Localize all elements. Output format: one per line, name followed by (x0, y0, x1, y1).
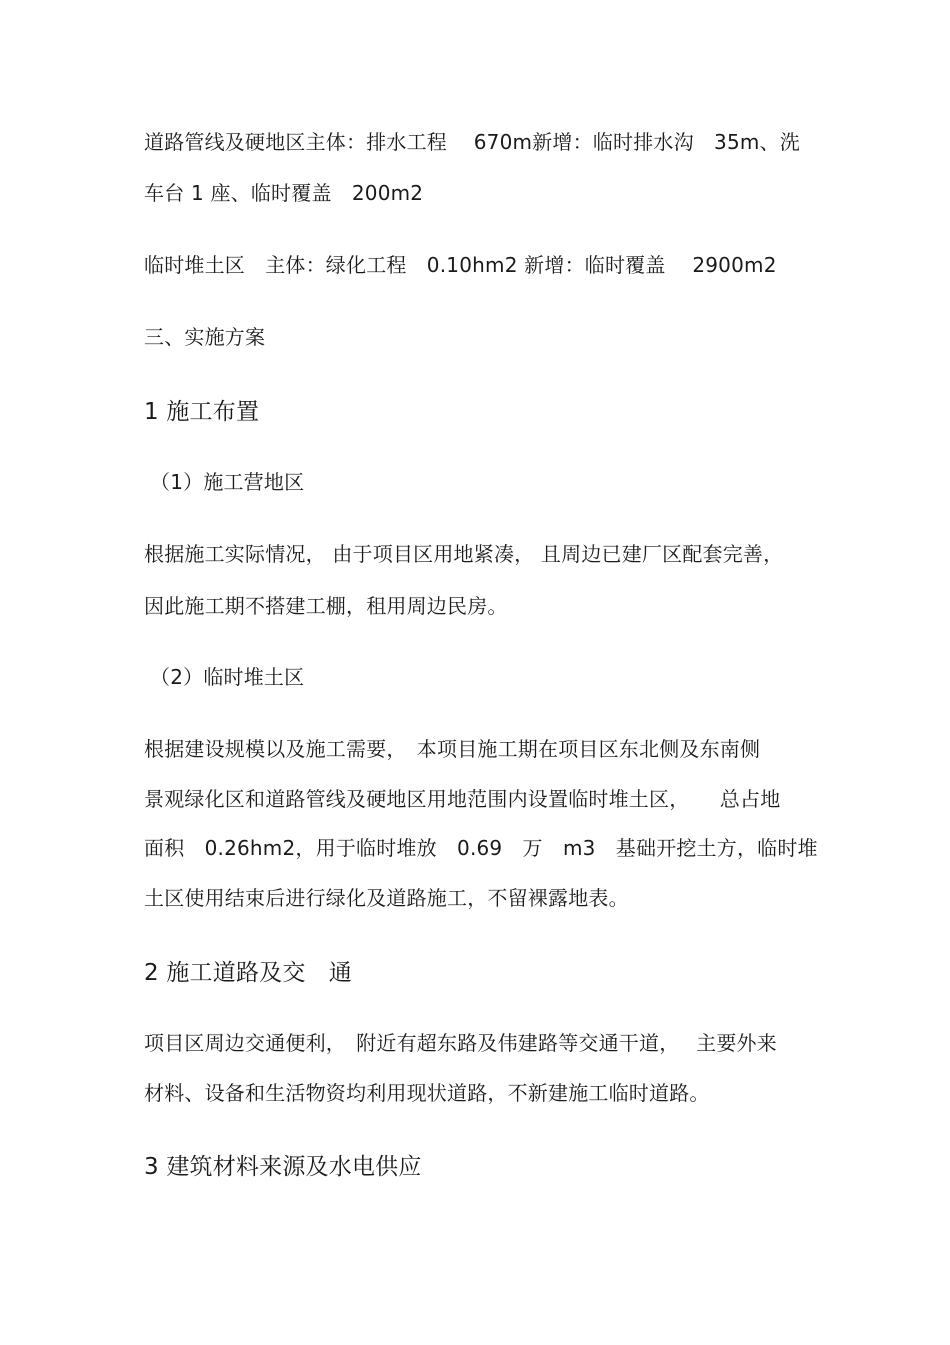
paragraph-line: 因此施工期不搭建工棚，租用周边民房。 (144, 594, 508, 618)
subsection-heading: 1 施工布置 (144, 399, 260, 425)
paragraph-line: 土区使用结束后进行绿化及道路施工，不留裸露地表。 (144, 886, 629, 910)
paragraph-line: 景观绿化区和道路管线及硬地区用地范围内设置临时堆土区， 总占地 (144, 787, 781, 811)
paragraph-line: 临时堆土区 主体：绿化工程 0.10hm2 新增：临时覆盖 2900m2 (144, 253, 777, 277)
subsection-heading: 3 建筑材料来源及水电供应 (144, 1154, 422, 1180)
paragraph-line: 根据施工实际情况， 由于项目区用地紧凑， 且周边已建厂区配套完善， (144, 542, 784, 566)
paragraph-line: 道路管线及硬地区主体：排水工程 670m新增：临时排水沟 35m、洗 (144, 130, 800, 154)
paragraph-line: 项目区周边交通便利， 附近有超东路及伟建路等交通干道， 主要外来 (144, 1031, 777, 1055)
section-heading: 三、实施方案 (144, 325, 266, 349)
paragraph-line: 材料、设备和生活物资均利用现状道路，不新建施工临时道路。 (144, 1081, 710, 1105)
paragraph-line: 车台 1 座、临时覆盖 200m2 (144, 181, 424, 205)
subsection-heading: 2 施工道路及交 通 (144, 960, 352, 986)
paragraph-line: 根据建设规模以及施工需要， 本项目施工期在项目区东北侧及东南侧 (144, 737, 761, 761)
paragraph-line: 面积 0.26hm2，用于临时堆放 0.69 万 m3 基础开挖土方，临时堆 (144, 836, 818, 860)
item-heading: （2）临时堆土区 (150, 665, 305, 689)
item-heading: （1）施工营地区 (150, 470, 305, 494)
